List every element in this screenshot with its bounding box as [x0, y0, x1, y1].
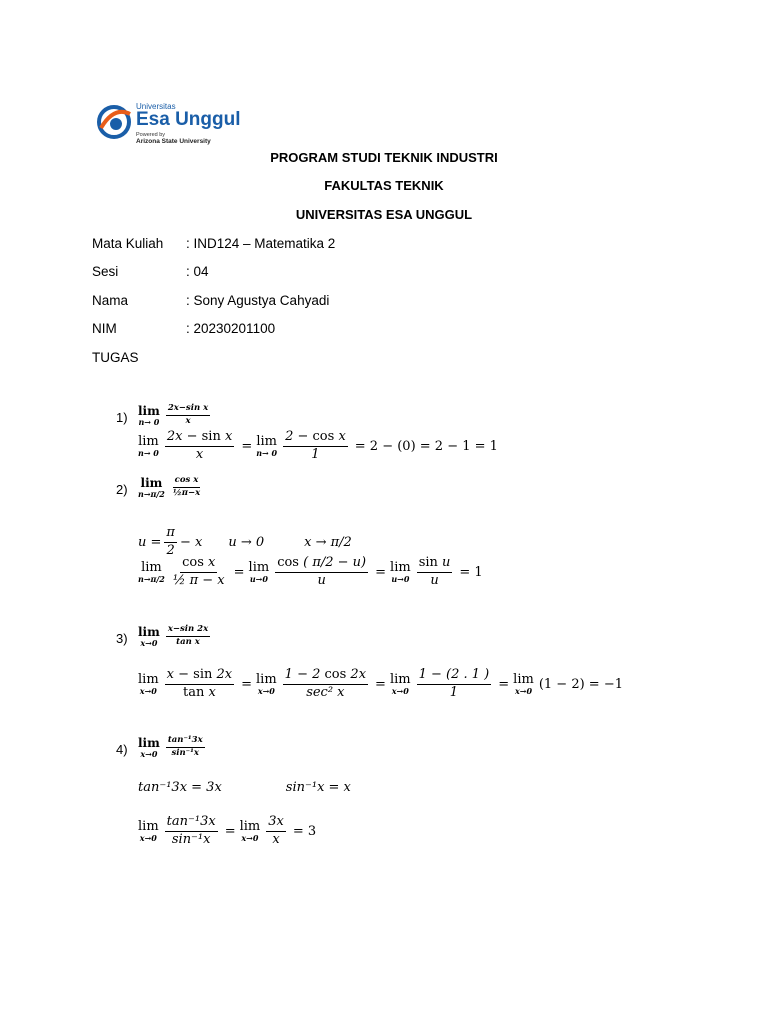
- header-program: PROGRAM STUDI TEKNIK INDUSTRI: [270, 150, 498, 165]
- logo-asu-text: Arizona State University: [136, 138, 211, 145]
- problem-4-equivalences: tan⁻¹3x = 3x sin⁻¹x = x: [138, 780, 351, 795]
- logo-universitas-text: Universitas: [136, 102, 176, 111]
- problem-1-solution: lim n→ 0 $\frac{\text{2x − sin x}}{x}$ = lim n→ 0 $\frac{\text{2 − cos x}}{1}$ = 2 − (0) = 2 − 1 = 1: [138, 429, 498, 462]
- problem-2-solution: lim n→π/2 $\frac{\text{cos x}}{\text{½ π − x}}$ = lim u→0 $\frac{\cos ( \pi/2 - u)}{u}$ = lim u→0 $\frac{\text{sin u}}{u}$ = 1: [138, 555, 483, 588]
- header-university: UNIVERSITAS ESA UNGGUL: [295, 207, 473, 222]
- problem-4-statement: lim x→0 $\frac{\text{tan⁻¹3x}}{\text{sin⁻¹x}}$: [138, 735, 203, 759]
- problem-4-solution: lim x→0 $\frac{\text{tan⁻¹3x}}{\text{sin⁻¹x}}$ = lim x→0 $\frac{3x}{x}$ = 3: [138, 814, 317, 847]
- problem-number: 4): [116, 742, 128, 757]
- info-label: NIM: [92, 321, 117, 336]
- info-label: Nama: [92, 293, 129, 308]
- info-value: : 20230201100: [186, 321, 276, 336]
- header-faculty: FAKULTAS TEKNIK: [324, 178, 444, 193]
- logo-name: Esa Unggul: [136, 109, 241, 130]
- info-row-session: [92, 264, 209, 279]
- logo-powered-text: Powered by: [136, 132, 166, 138]
- info-value: : 04: [186, 264, 209, 279]
- problem-number: 1): [116, 410, 128, 425]
- problem-2-substitution: u = $\frac{\pi}{2}$ − x u → 0 x → π/2: [138, 525, 352, 558]
- problem-1-statement: lim n→ 0 $\frac{\text{2x−sin x}}{x}$: [138, 403, 209, 427]
- tugas-heading: TUGAS: [92, 350, 139, 365]
- info-value: : Sony Agustya Cahyadi: [186, 293, 330, 308]
- info-label: Mata Kuliah: [92, 236, 164, 251]
- info-row-name: [92, 293, 329, 308]
- info-label: Sesi: [92, 264, 119, 279]
- info-value: : IND124 – Matematika 2: [186, 236, 336, 251]
- problem-number: 2): [116, 482, 128, 497]
- university-logo: [96, 100, 266, 150]
- info-row-nim: [92, 321, 275, 336]
- problem-2-statement: lim n→π/2 $\frac{\text{cos x}}{\text{½π−x}}$: [138, 475, 201, 499]
- problem-number: 3): [116, 631, 128, 646]
- problem-3-solution: lim x→0 $\frac{x - \sin 2x}{\text{tan x}}$ = lim x→0 $\frac{1 - 2 \cos 2x}{\text{sec² x}}$ = lim x→0 $\frac{1 - (2 . 1 )}{1}$ = lim x→0 (1 − 2) = −1: [138, 667, 623, 700]
- problem-3-statement: lim x→0 $\frac{x-\sin 2x}{\text{tan x}}$: [138, 624, 209, 648]
- info-row-course: [92, 236, 335, 251]
